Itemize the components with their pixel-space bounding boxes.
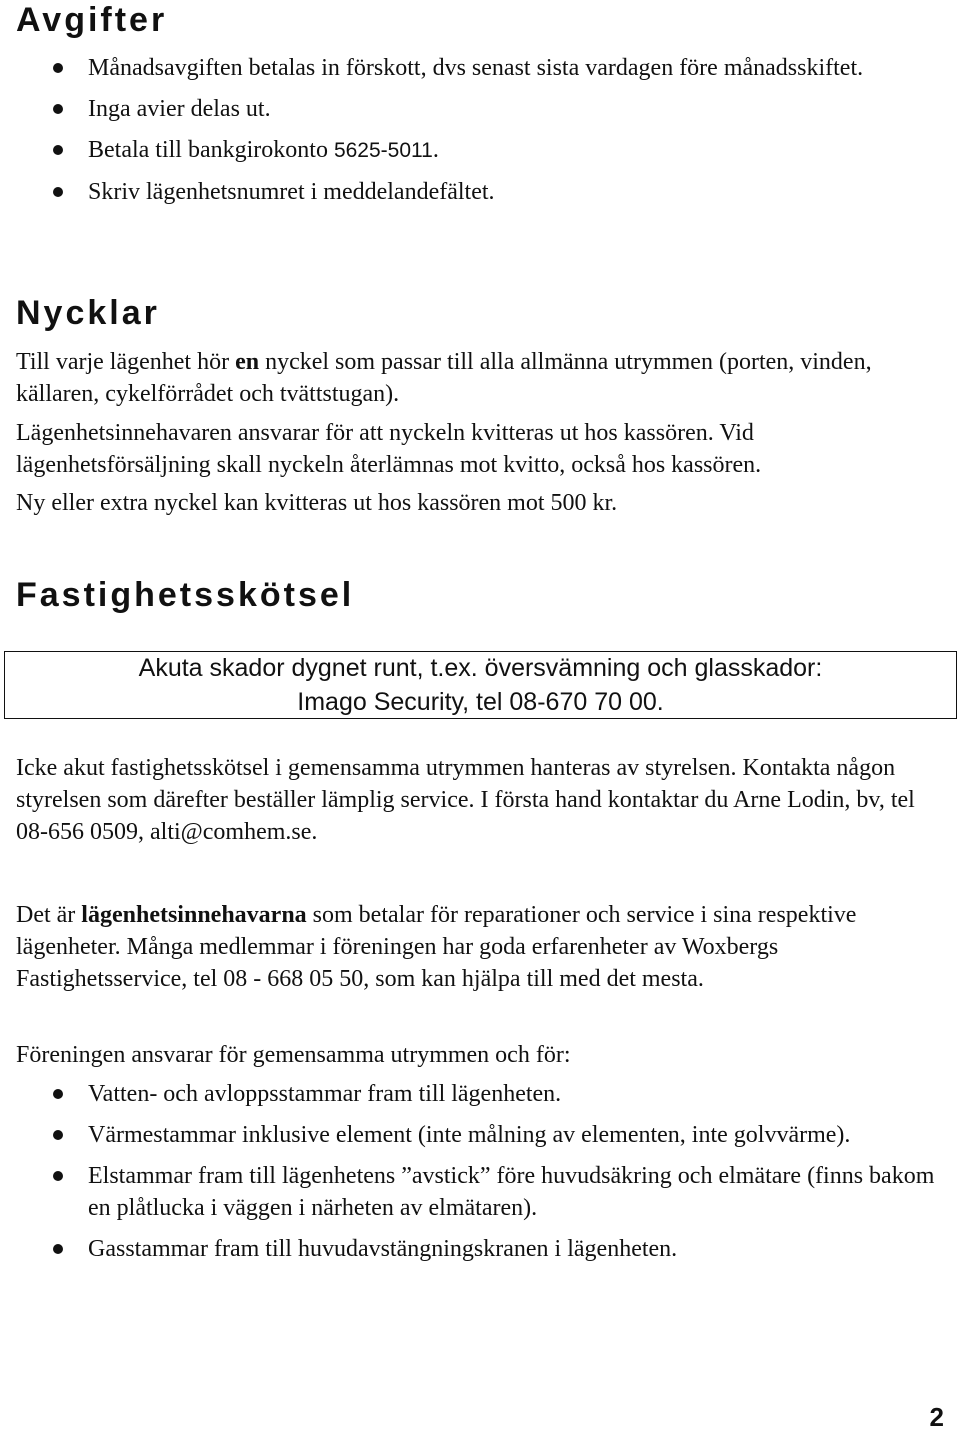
- emphasis: en: [235, 349, 260, 375]
- list-item: [0, 52, 950, 84]
- fastighetsskotsel-paragraph-1: Icke akut fastighetsskötsel i gemensamma utrymmen hanteras av styrelsen. Kontakta någon styrelsen som därefter beställer lämplig service. I första hand kontaktar du Arne Lodin, bv, tel 08-656 0509, alti@comhem.se.: [16, 755, 915, 845]
- bullet-icon: [53, 145, 63, 155]
- list-item-text: Vatten- och avloppsstammar fram till lägenheten.: [88, 1081, 562, 1107]
- nycklar-paragraph-3: Ny eller extra nyckel kan kvitteras ut hos kassören mot 500 kr.: [16, 490, 618, 516]
- list-item-text: Månadsavgiften betalas in förskott, dvs senast sista vardagen före månadsskiftet.: [88, 55, 864, 81]
- list-item: [0, 176, 950, 208]
- list-item: [0, 93, 950, 125]
- list-item-text-before: Betala till bankgirokonto: [88, 137, 334, 163]
- fastighetsskotsel-paragraph-2: [16, 899, 951, 995]
- list-item-text-after: .: [432, 137, 439, 163]
- page-number: 2: [929, 1402, 944, 1432]
- list-item-text: Skriv lägenhetsnumret i meddelandefältet.: [88, 179, 495, 205]
- emergency-notice-box: [4, 651, 957, 719]
- foreningen-list: [0, 1078, 950, 1265]
- bullet-icon: [53, 1089, 63, 1099]
- fastighetsskotsel-paragraph-3: Föreningen ansvarar för gemensamma utrymmen och för:: [16, 1042, 571, 1068]
- bullet-icon: [53, 187, 63, 197]
- notice-line-1: Akuta skador dygnet runt, t.ex. översvämning och glasskador:: [138, 654, 823, 682]
- bullet-icon: [53, 1130, 63, 1140]
- list-item: [0, 1160, 950, 1224]
- list-item-text: Gasstammar fram till huvudavstängningskranen i lägenheten.: [88, 1236, 678, 1262]
- list-item-text: Elstammar fram till lägenhetens ”avstick” före huvudsäkring och elmätare (finns bakom en plåtlucka i väggen i närheten av elmätaren).: [88, 1163, 935, 1221]
- nycklar-paragraph-1: [16, 346, 951, 410]
- section-heading-fastighetsskotsel: Fastighetsskötsel: [16, 576, 355, 614]
- list-item: [0, 1119, 950, 1151]
- emphasis: lägenhetsinnehavarna: [81, 902, 307, 928]
- bankgiro-account-number: 5625-5011: [333, 139, 433, 162]
- section-heading-nycklar: Nycklar: [16, 294, 160, 332]
- section-heading-avgifter: Avgifter: [16, 1, 168, 39]
- list-item-text: Värmestammar inklusive element (inte målning av elementen, inte golvvärme).: [88, 1122, 851, 1148]
- list-item: [0, 1078, 950, 1110]
- bullet-icon: [53, 1171, 63, 1181]
- list-item-text: Inga avier delas ut.: [88, 96, 271, 122]
- list-item: [0, 134, 950, 167]
- list-item: [0, 1233, 950, 1265]
- bullet-icon: [53, 104, 63, 114]
- text: nyckel som passar till alla allmänna utrymmen (porten, vinden, källaren, cykelförrådet och tvättstugan).: [16, 349, 872, 407]
- text: Till varje lägenhet hör: [16, 349, 236, 375]
- bullet-icon: [53, 63, 63, 73]
- nycklar-paragraph-2: Lägenhetsinnehavaren ansvarar för att nyckeln kvitteras ut hos kassören. Vid lägenhetsförsäljning skall nyckeln återlämnas mot kvitto, också hos kassören.: [16, 420, 762, 478]
- avgifter-list: [0, 52, 950, 208]
- text: som betalar för reparationer och service i sina respektive lägenheter. Många medlemmar i föreningen har goda erfarenheter av Woxbergs Fastighetsservice, tel 08 - 668 05 50, som kan hjälpa till med det mesta.: [16, 902, 857, 992]
- text: Det är: [16, 902, 82, 928]
- notice-line-2: Imago Security, tel 08-670 70 00.: [297, 688, 664, 716]
- bullet-icon: [53, 1244, 63, 1254]
